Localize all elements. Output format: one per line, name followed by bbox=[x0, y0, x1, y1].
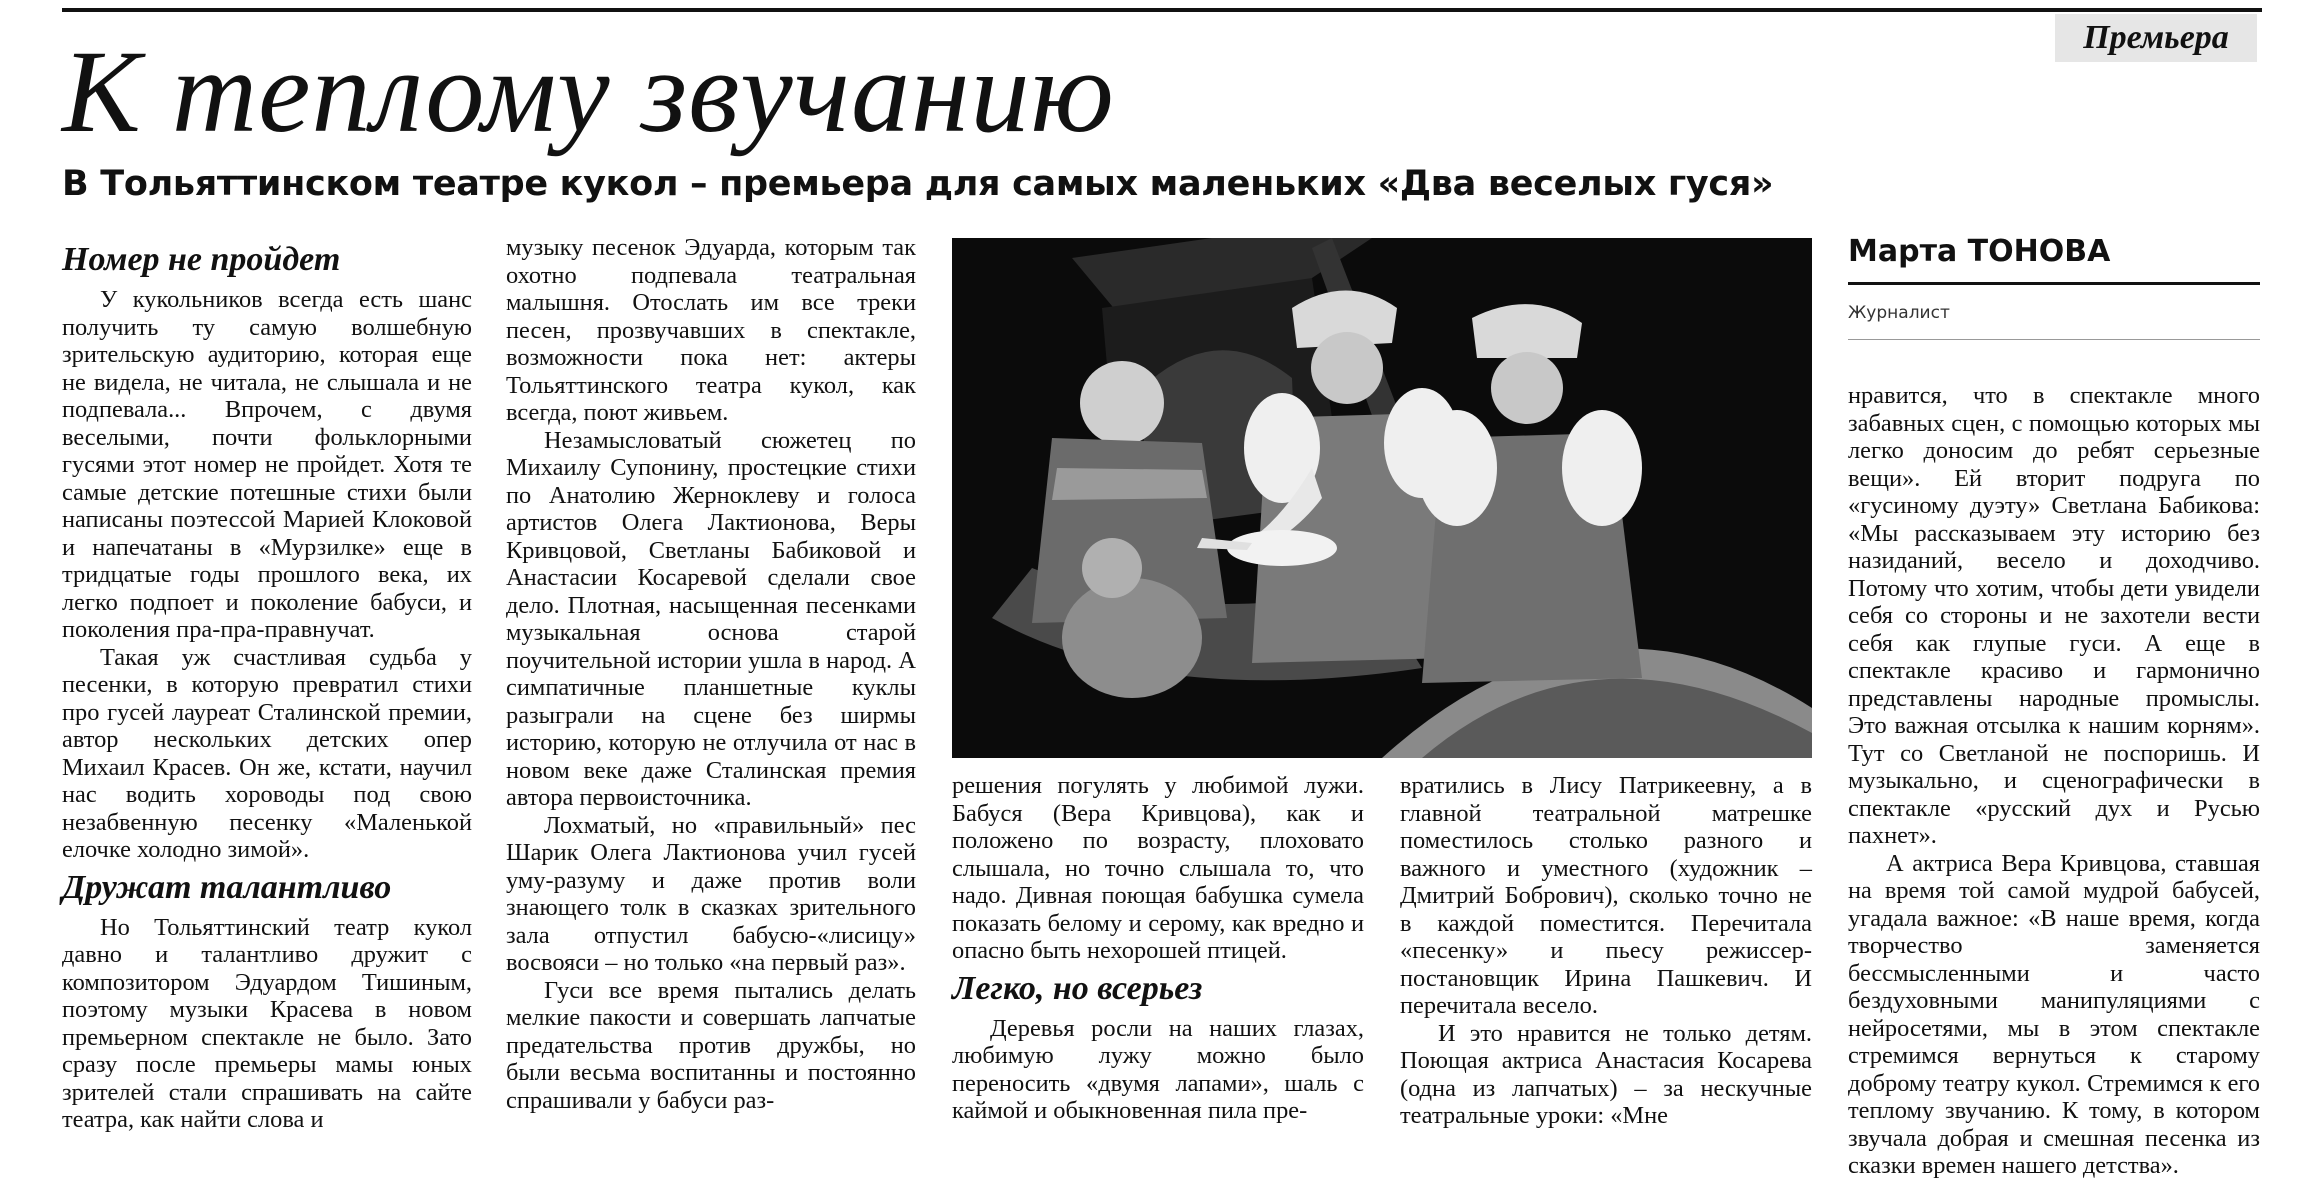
paragraph: А актриса Вера Кривцова, ставшая на время той самой мудрой бабусей, угадала важное: «В наше время, когда творчество заменяется бессмысленными и часто бездуховными манипуляциями с нейросетями, мы в этом спектакле стремимся вернуться к старому доброму театру кукол. Стремимся к его теплому звучанию. К тому, в котором звучала добрая и смешная песенка из сказки времен нашего детства». bbox=[1848, 849, 2260, 1179]
article-headline: К теплому звучанию bbox=[62, 26, 1115, 157]
paragraph: Незамысловатый сюжетец по Михаилу Супонину, простецкие стихи по Анатолию Жерноклеву и голоса артистов Олега Лактионова, Веры Кривцовой, Светланы Бабиковой и Анастасии Косаревой сделали свое дело. Плотная, насыщенная песенками музыкальная основа старой поучительной истории ушла в народ. А симпатичные планшетные куклы разыграли на сцене без ширмы историю, которую не отлучила от нас в новом веке даже Сталинская премия автора первоисточника. bbox=[506, 426, 916, 811]
paragraph: Гуси все время пытались делать мелкие пакости и совершать лапчатые предательства против дружбы, но были весьма воспитанны и постоянно спрашивали у бабуси раз- bbox=[506, 976, 916, 1114]
article-subhead: В Тольяттинском театре кукол – премьера для самых маленьких «Два веселых гуся» bbox=[62, 164, 1774, 204]
column-1 bbox=[62, 236, 472, 1134]
stage-photo bbox=[952, 238, 1812, 758]
paragraph: музыку песенок Эдуарда, которым так охотно подпевала театральная малышня. Отослать им все треки песен, прозвучавших в спектакле, возможности пока нет: актеры Тольяттинского театра кукол, как всегда, поют живьем. bbox=[506, 234, 916, 426]
column-4 bbox=[1400, 772, 1812, 1130]
paragraph: И это нравится не только детям. Поющая актриса Анастасия Косарева (одна из лапчатых) – за нескучные театральные уроки: «Мне bbox=[1400, 1019, 1812, 1129]
author-rule-thin bbox=[1848, 339, 2260, 340]
top-rule bbox=[62, 8, 2262, 12]
author-role: Журналист bbox=[1848, 303, 1950, 323]
author-name: Марта ТОНОВА bbox=[1848, 234, 2111, 269]
section-heading: Дружат талантливо bbox=[62, 868, 392, 906]
rubric-label: Премьера bbox=[2055, 14, 2257, 62]
paragraph: нравится, что в спектакле много забавных сцен, с помощью которых мы легко доносим до ребят серьезные вещи». Ей вторит подруга по «гусиному дуэту» Светлана Бабикова: «Мы рассказываем эту историю без назиданий, весело и доходчиво. Потому что хотим, чтобы дети увидели себя со стороны и не захотели вести себя как глупые гуси. А еще в спектакле красиво и гармонично представлены народные промыслы. Это важная отсылка к нашим корням». Тут со Светланой не поспоришь. И музыкально, и сценографически в спектакле «русский дух и Русью пахнет». bbox=[1848, 382, 2260, 849]
column-5 bbox=[1848, 382, 2260, 1180]
paragraph: Лохматый, но «правильный» пес Шарик Олега Лактионова учил гусей уму-разуму и даже против воли знающего толк в сказках зрительного зала отпустил бабусю-«лисицу» восвояси – но только «на первый раз». bbox=[506, 811, 916, 976]
paragraph: решения погулять у любимой лужи. Бабуся (Вера Кривцова), как и положено по возрасту, плоховато слышала, но точно слышала то, что надо. Дивная поющая бабушка сумела показать белому и серому, как вредно и опасно быть нехорошей птицей. bbox=[952, 772, 1364, 964]
paragraph: Деревья росли на наших глазах, любимую лужу можно было переносить «двумя лапами», шаль с каймой и обыкновенная пила пре- bbox=[952, 1014, 1364, 1124]
column-2 bbox=[506, 234, 916, 1114]
paragraph: Такая уж счастливая судьба у песенки, в которую превратил стихи про гусей лауреат Сталинской премии, автор нескольких детских опер Михаил Красев. Он же, кстати, научил нас водить хороводы под свою незабвенную песенку «Маленькой елочке холодно зимой». bbox=[62, 643, 472, 863]
paragraph: вратились в Лису Патрикеевну, а в главной театральной матрешке поместилось столько разного и важного и уместного (художник – Дмитрий Бобрович), сколько точно не в каждой поместится. Перечитала «песенку» и пьесу режиссер-постановщик Ирина Пашкевич. И перечитала весело. bbox=[1400, 772, 1812, 1019]
section-heading: Номер не пройдет bbox=[62, 241, 341, 278]
author-block bbox=[1848, 232, 2260, 340]
author-rule bbox=[1848, 282, 2260, 285]
paragraph: Но Тольяттинский театр кукол давно и талантливо дружит с композитором Эдуардом Тишиным, поэтому музыки Красева в новом премьерном спектакле не было. Зато сразу после премьеры мамы юных зрителей стали спрашивать на сайте театра, как найти слова и bbox=[62, 913, 472, 1133]
section-heading: Легко, но всерьез bbox=[952, 969, 1203, 1007]
column-3 bbox=[952, 772, 1364, 1125]
paragraph: У кукольников всегда есть шанс получить ту самую волшебную зрительскую аудиторию, которая еще не видела, не читала, не слышала и не подпевала... Впрочем, с двумя веселыми, почти фольклорными гусями этот номер не пройдет. Хотя те самые детские потешные стихи были написаны поэтессой Марией Клоковой и напечатаны в «Мурзилке» еще в тридцатые годы прошлого века, их легко подпоет и поколение бабуси, и поколения пра-пра-правнучат. bbox=[62, 286, 472, 643]
